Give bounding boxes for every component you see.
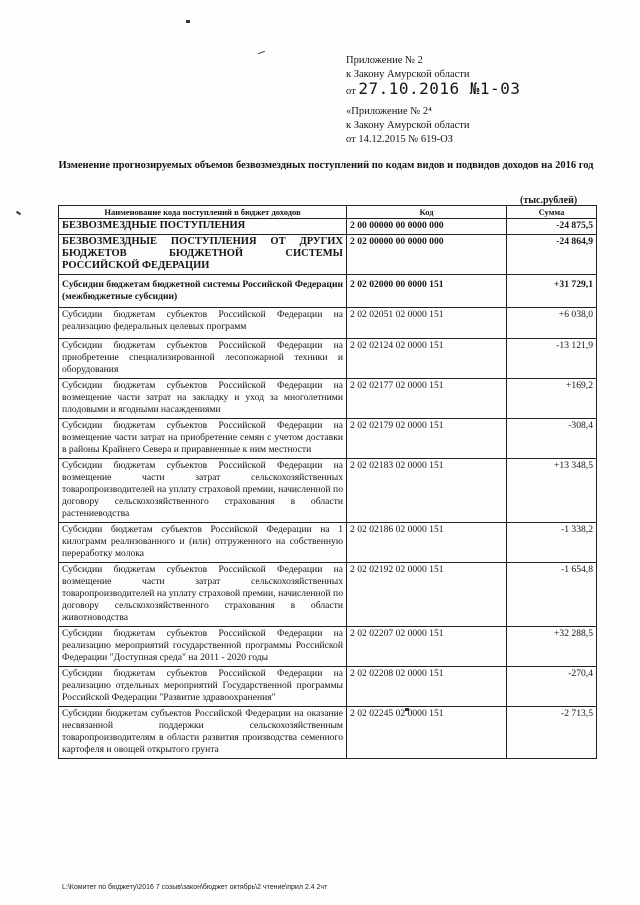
row-sum: +13 348,5 <box>507 459 597 523</box>
row-name: Субсидии бюджетам субъектов Российской Федерации на 1 килограмм реализованного и (или) отгруженного на собственную переработку молока <box>59 523 347 563</box>
table-row <box>59 523 597 563</box>
table-row <box>59 339 597 379</box>
table-row <box>59 707 597 759</box>
appendix-header <box>346 54 616 147</box>
row-code: 2 02 02207 02 0000 151 <box>347 627 507 667</box>
table-row <box>59 627 597 667</box>
row-code: 2 02 02177 02 0000 151 <box>347 379 507 419</box>
row-code: 2 02 02000 00 0000 151 <box>347 275 507 308</box>
appendix-number: Приложение № 2 <box>346 55 423 66</box>
scan-speck <box>186 20 190 23</box>
row-sum: +6 038,0 <box>507 308 597 339</box>
revenue-table <box>58 205 597 759</box>
row-sum: -13 121,9 <box>507 339 597 379</box>
row-sum: -1 654,8 <box>507 563 597 627</box>
row-sum: +32 288,5 <box>507 627 597 667</box>
row-code: 2 00 00000 00 0000 000 <box>347 219 507 235</box>
row-name: БЕЗВОЗМЕЗДНЫЕ ПОСТУПЛЕНИЯ ОТ ДРУГИХ БЮДЖЕТОВ БЮДЖЕТНОЙ СИСТЕМЫ РОССИЙСКОЙ ФЕДЕРАЦИИ <box>59 235 347 275</box>
original-law-date: от 14.12.2015 № 619-ОЗ <box>346 134 453 145</box>
row-code: 2 02 02179 02 0000 151 <box>347 419 507 459</box>
row-name: Субсидии бюджетам субъектов Российской Федерации на реализацию мероприятий государственной программы Российской Федерации "Доступная среда" на 2011 - 2020 годы <box>59 627 347 667</box>
table-row <box>59 667 597 707</box>
table-row <box>59 379 597 419</box>
table-header-row <box>59 206 597 219</box>
row-code: 2 02 02051 02 0000 151 <box>347 308 507 339</box>
row-name: Субсидии бюджетам субъектов Российской Федерации на возмещение части затрат сельскохозяйственных товаропроизводителей на уплату страховой премии, начисленной по договору сельскохозяйственного страхования в области растениеводства <box>59 459 347 523</box>
row-name: Субсидии бюджетам субъектов Российской Федерации на возмещение части затрат сельскохозяйственных товаропроизводителей на уплату страховой премии, начисленной по договору сельскохозяйственного страхования в области животноводства <box>59 563 347 627</box>
row-name: Субсидии бюджетам субъектов Российской Федерации на возмещение части затрат на закладку и уход за многолетними плодовыми и ягодными насаждениями <box>59 379 347 419</box>
row-name: БЕЗВОЗМЕЗДНЫЕ ПОСТУПЛЕНИЯ <box>59 219 347 235</box>
table-row <box>59 275 597 308</box>
row-name: Субсидии бюджетам субъектов Российской Федерации на реализацию федеральных целевых программ <box>59 308 347 339</box>
row-sum: -24 864,9 <box>507 235 597 275</box>
table-row <box>59 419 597 459</box>
units-label: (тыс.рублей) <box>520 195 578 206</box>
row-sum: -270,4 <box>507 667 597 707</box>
row-code: 2 02 00000 00 0000 000 <box>347 235 507 275</box>
table-row <box>59 308 597 339</box>
original-law-reference: к Закону Амурской области <box>346 120 470 131</box>
row-code: 2 02 02192 02 0000 151 <box>347 563 507 627</box>
date-prefix: от <box>346 86 356 97</box>
table-row <box>59 459 597 523</box>
table-row <box>59 235 597 275</box>
row-name: Субсидии бюджетам бюджетной системы Российской Федерации (межбюджетные субсидии) <box>59 275 347 308</box>
row-sum: +169,2 <box>507 379 597 419</box>
law-reference: к Закону Амурской области <box>346 69 470 80</box>
row-name: Субсидии бюджетам субъектов Российской Федерации на приобретение специализированной лесопожарной техники и оборудования <box>59 339 347 379</box>
row-code: 2 02 02124 02 0000 151 <box>347 339 507 379</box>
table-row <box>59 219 597 235</box>
row-code: 2 02 02183 02 0000 151 <box>347 459 507 523</box>
document-title: Изменение прогнозируемых объемов безвозмездных поступлений по кодам видов и подвидов доходов на 2016 год <box>58 160 594 171</box>
row-name: Субсидии бюджетам субъектов Российской Федерации на возмещение части затрат на приобретение семян с учетом доставки в районы Крайнего Севера и приравненные к ним местности <box>59 419 347 459</box>
law-date-number <box>346 79 616 99</box>
row-code: 2 02 02245 02 0000 151 <box>347 707 507 759</box>
scan-speck <box>258 51 265 54</box>
header-sum: Сумма <box>507 206 597 219</box>
header-name: Наименование кода поступлений в бюджет доходов <box>59 206 347 219</box>
row-sum: +31 729,1 <box>507 275 597 308</box>
row-name: Субсидии бюджетам субъектов Российской Федерации на реализацию отдельных мероприятий Государственной программы Российской Федерации "Развитие здравоохранения" <box>59 667 347 707</box>
row-name: Субсидии бюджетам субъектов Российской Федерации на оказание несвязанной поддержки сельскохозяйственным товаропроизводителям в области развития производства семенного картофеля и овощей открытого грунта <box>59 707 347 759</box>
header-code: Код <box>347 206 507 219</box>
row-code: 2 02 02186 02 0000 151 <box>347 523 507 563</box>
row-sum: -308,4 <box>507 419 597 459</box>
original-appendix-number: «Приложение № 2⁴ <box>346 106 432 117</box>
file-path-footer: L:\Комитет по бюджету\2016 7 созыв\закон\бюджет октябрь\2 чтение\прил 2.4 2чт <box>62 884 328 891</box>
row-sum: -1 338,2 <box>507 523 597 563</box>
row-sum: -2 713,5 <box>507 707 597 759</box>
table-row <box>59 563 597 627</box>
row-sum: -24 875,5 <box>507 219 597 235</box>
handwritten-date: 27.10.2016 №1-03 <box>358 79 521 98</box>
row-code: 2 02 02208 02 0000 151 <box>347 667 507 707</box>
scan-speck <box>16 211 21 216</box>
